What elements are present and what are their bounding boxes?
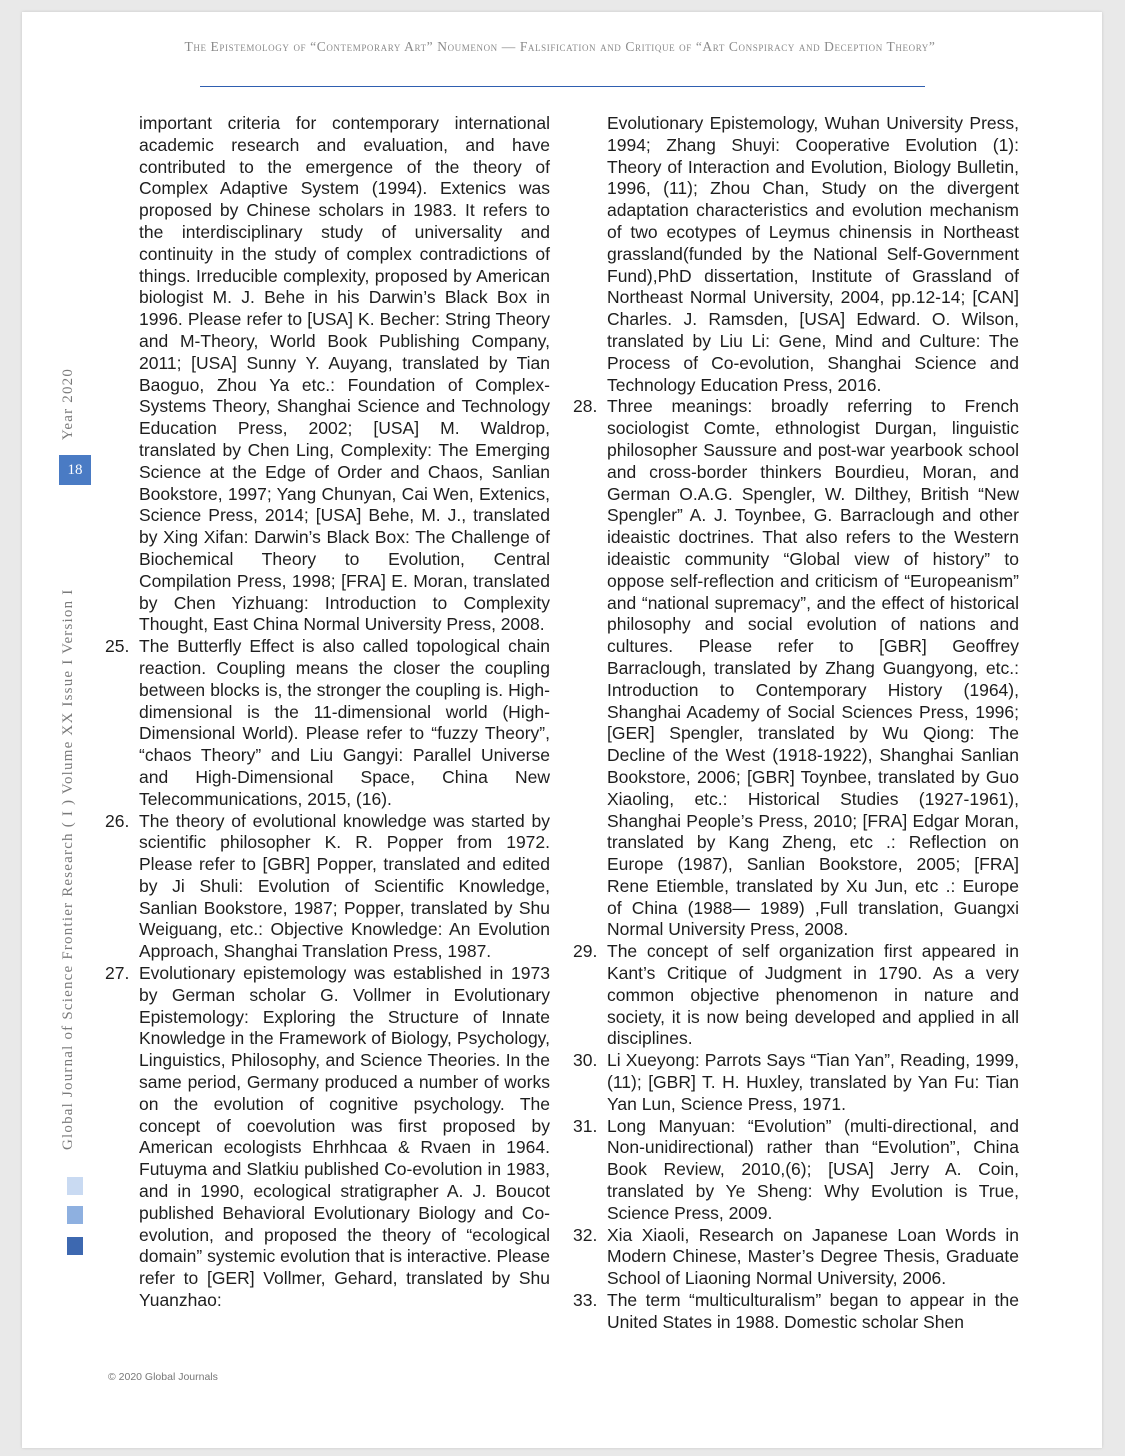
footnote-text: Evolutionary epistemology was established in 1973 by German scholar G. Vollmer in Evolutionary Epistemology: Exploring the Structure of Innate Knowledge in the Framework of Biology, Psychology, Linguistics, Philosophy, and Science Theories. In the same period, Germany produced a number of works on the evolution of cognitive psychology. The concept of coevolution was first proposed by American ecologists Ehrhhcaa & Rvaen in 1964. Futuyma and Slatkiu published Co-evolution in 1983, and in 1990, ecological stratigrapher A. J. Boucot published Behavioral Evolutionary Biology and Co-evolution, and proposed the theory of “ecological domain” systemic evolution that is interactive. Please refer to [GER] Vollmer, Gehard, translated by Shu Yuanzhao: [139, 963, 550, 1311]
footnote-item [573, 1050, 1019, 1115]
decor-square-light [67, 1177, 83, 1195]
footnote-item [573, 941, 1019, 1050]
decor-square-dark [67, 1237, 83, 1255]
footnote-item [105, 636, 550, 810]
footnote-text: The theory of evolutional knowledge was started by scientific philosopher K. R. Popper from 1972. Please refer to [GBR] Popper, translated and edited by Ji Shuli: Evolution of Scientific Knowledge, Sanlian Bookstore, 1987; Popper, translated by Shu Weiguang, etc.: Objective Knowledge: An Evolution Approach, Shanghai Translation Press, 1987. [139, 810, 550, 962]
footnote-number: 25. [105, 636, 130, 657]
footnote-item [573, 1225, 1019, 1290]
footnote-text: Li Xueyong: Parrots Says “Tian Yan”, Reading, 1999, (11); [GBR] T. H. Huxley, translated by Yan Fu: Tian Yan Lun, Science Press, 1971. [607, 1050, 1019, 1114]
footnote-number: 29. [573, 941, 598, 962]
footnote-number: 28. [573, 396, 598, 417]
decor-square-medium [67, 1206, 83, 1224]
sidebar-year-wrap [58, 360, 88, 450]
header-rule [200, 86, 925, 87]
footnote-text: The Butterfly Effect is also called topological chain reaction. Coupling means the closer the coupling between blocks is, the stronger the coupling is. High-dimensional is the 11-dimensional world (High-Dimensional World). Please refer to “fuzzy Theory”, “chaos Theory” and Liu Gangyi: Parallel Universe and High-Dimensional Space, China New Telecommunications, 2015, (16). [139, 636, 550, 809]
footnote-number: 32. [573, 1224, 598, 1245]
footnote-number: 27. [105, 963, 130, 984]
footnote-text: The term “multiculturalism” began to appear in the United States in 1988. Domestic scholar Shen [607, 1290, 1019, 1332]
running-header: The Epistemology of “Contemporary Art” Noumenon — Falsification and Critique of “Art Conspiracy and Deception Theory” [184, 39, 936, 54]
sidebar-year: Year 2020 [60, 367, 76, 441]
footnote-item [573, 396, 1019, 941]
footnote-number: 33. [573, 1290, 598, 1311]
footnote-number: 30. [573, 1050, 598, 1071]
footnote-number: 31. [573, 1115, 598, 1136]
footnote-text: Three meanings: broadly referring to French sociologist Comte, ethnologist Durgan, linguistic philosopher Saussure and post-war yearbook school and cross-border thinkers Bourdieu, Moran, and German O.A.G. Spengler, W. Dilthey, British “New Spengler” A. J. Toynbee, G. Barraclough and other ideaistic doctrines. That also refers to the Western ideaistic community “Global view of history” to oppose self-reflection and criticism of “Europeanism” and “national supremacy”, and the effect of historical philosophy and social evolution of nations and cultures. Please refer to [GBR] Geoffrey Barraclough, translated by Zhang Guangyong, etc.: Introduction to Contemporary History (1964), Shanghai Academy of Social Sciences Press, 1996; [GER] Spengler, translated by Wu Qiong: The Decline of the West (1918-1922), Shanghai Sanlian Bookstore, 2006; [GBR] Toynbee, translated by Guo Xiaoling, etc.: Historical Studies (1927-1961), Shanghai People’s Press, 2010; [FRA] Edgar Moran, translated by Kang Zheng, etc .: Reflection on Europe (1987), Sanlian Bookstore, 2005; [FRA] Rene Etiemble, translated by Xu Jun, etc .: Europe of China (1988— 1989) ,Full translation, Guangxi Normal University Press, 2008. [607, 396, 1019, 940]
right-column [573, 113, 1019, 1334]
footnote-item [573, 1290, 1019, 1334]
footnote-item [105, 963, 550, 1312]
sidebar-journal-name: Global Journal of Science Frontier Research ( I ) Volume XX Issue I Version I [60, 588, 76, 1150]
footnote-number: 26. [105, 810, 130, 831]
page-number: 18 [59, 455, 91, 485]
left-column [105, 113, 550, 1312]
right-continuation-text: Evolutionary Epistemology, Wuhan University Press, 1994; Zhang Shuyi: Cooperative Evolution (1): Theory of Interaction and Evolution, Biology Bulletin, 1996, (11); Zhou Chan, Study on the divergent adaptation characteristics and evolution mechanism of two ecotypes of Leymus chinensis in Northeast grassland(funded by the National Self-Government Fund),PhD dissertation, Institute of Grassland of Northeast Normal University, 2004, pp.12-14; [CAN] Charles. J. Ramsden, [USA] Edward. O. Wilson, translated by Liu Li: Gene, Mind and Culture: The Process of Co-evolution, Shanghai Science and Technology Education Press, 2016. [607, 113, 1019, 395]
left-continuation-text: important criteria for contemporary international academic research and evaluation, and have contributed to the emergence of the theory of Complex Adaptive System (1994). Extenics was proposed by Chinese scholars in 1983. It refers to the interdisciplinary study of universality and continuity in the study of complex contradictions of things. Irreducible complexity, proposed by American biologist M. J. Behe in his Darwin’s Black Box in 1996. Please refer to [USA] K. Becher: String Theory and M-Theory, World Book Publishing Company, 2011; [USA] Sunny Y. Auyang, translated by Tian Baoguo, Zhou Ya etc.: Foundation of Complex-Systems Theory, Shanghai Science and Technology Education Press, 2002; [USA] M. Waldrop, translated by Chen Ling, Complexity: The Emerging Science at the Edge of Order and Chaos, Sanlian Bookstore, 1997; Yang Chunyan, Cai Wen, Extenics, Science Press, 2014; [USA] Behe, M. J., translated by Xing Xifan: Darwin’s Black Box: The Challenge of Biochemical Theory to Evolution, Central Compilation Press, 1998; [FRA] E. Moran, translated by Chen Yizhuang: Introduction to Complexity Thought, East China Normal University Press, 2008. [139, 113, 550, 635]
footnote-item [573, 1116, 1019, 1225]
footnote-text: Long Manyuan: “Evolution” (multi-directional, and Non-unidirectional) rather than “Evolution”, China Book Review, 2010,(6); [USA] Jerry A. Coin, translated by Ye Sheng: Why Evolution is True, Science Press, 2009. [607, 1115, 1019, 1223]
footnote-item [105, 811, 550, 964]
footnote-text: Xia Xiaoli, Research on Japanese Loan Words in Modern Chinese, Master’s Degree Thesis, Graduate School of Liaoning Normal University, 2006. [607, 1224, 1019, 1289]
footnote-text: The concept of self organization first appeared in Kant’s Critique of Judgment in 1790. As a very common objective phenomenon in nature and society, it is now being developed and applied in all disciplines. [607, 941, 1019, 1049]
copyright-footer: © 2020 Global Journals [108, 1371, 218, 1383]
